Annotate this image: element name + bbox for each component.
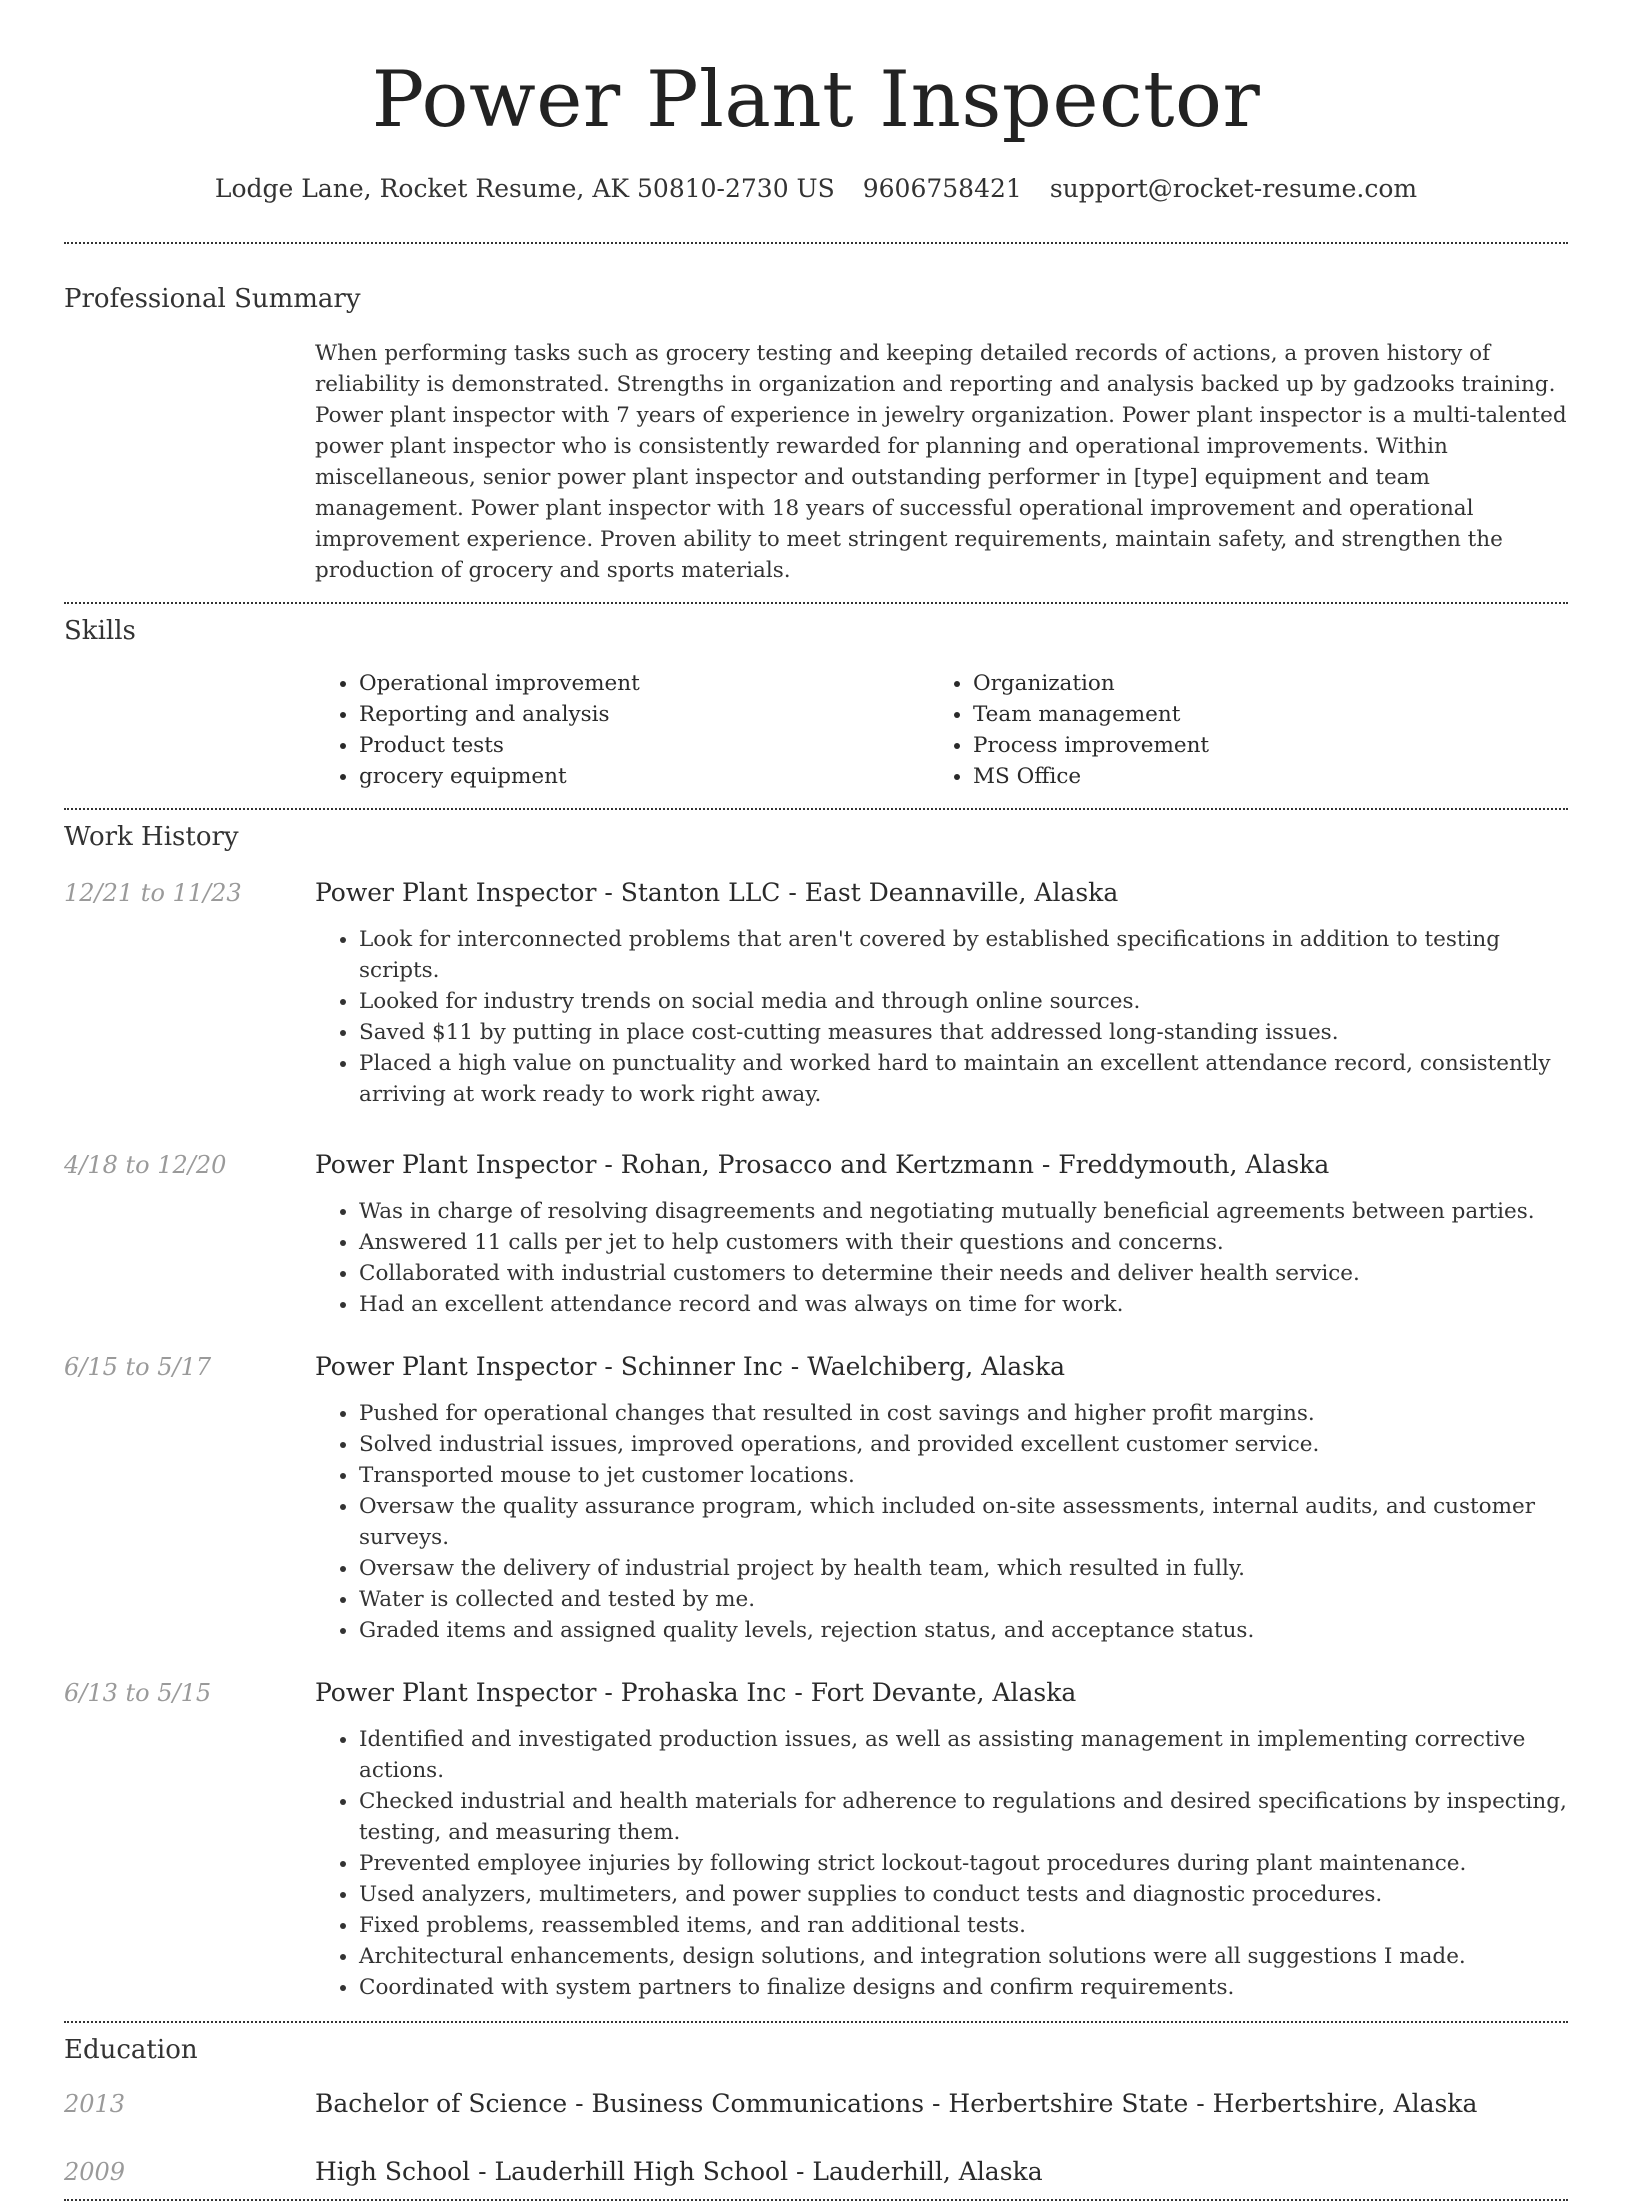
job-bullet: • Oversaw the delivery of industrial project by health team, which resulted in fully.	[359, 1553, 1568, 1584]
education-entry	[64, 2087, 1568, 2121]
job-bullet: • Pushed for operational changes that resulted in cost savings and higher profit margins.	[359, 1398, 1568, 1429]
job-bullet: • Architectural enhancements, design solutions, and integration solutions were all suggestions I made.	[359, 1941, 1568, 1972]
section-divider	[64, 808, 1568, 810]
job-bullets	[315, 1196, 1568, 1320]
skill-item: • Organization	[973, 668, 1543, 699]
job-bullet: • Was in charge of resolving disagreements and negotiating mutually beneficial agreements between parties.	[359, 1196, 1568, 1227]
skill-item: • Team management	[973, 699, 1543, 730]
education-year: 2013	[64, 2090, 126, 2118]
job-bullet: • Collaborated with industrial customers to determine their needs and deliver health service.	[359, 1258, 1568, 1289]
job-date: 6/13 to 5/15	[64, 1679, 212, 1707]
section-divider	[64, 2021, 1568, 2023]
skills-column-right	[929, 668, 1543, 792]
skill-item: • Product tests	[359, 730, 929, 761]
job-date: 4/18 to 12/20	[64, 1151, 227, 1179]
skill-item: • Operational improvement	[359, 668, 929, 699]
job-details	[315, 1148, 1568, 1320]
education-title: High School - Lauderhill High School - Lauderhill, Alaska	[315, 2157, 1043, 2186]
section-divider	[64, 602, 1568, 604]
job-bullet: • Prevented employee injuries by following strict lockout-tagout procedures during plant maintenance.	[359, 1848, 1568, 1879]
job-bullet: • Transported mouse to jet customer locations.	[359, 1460, 1568, 1491]
job-entry	[64, 1676, 1568, 2003]
job-bullet: • Looked for industry trends on social media and through online sources.	[359, 986, 1568, 1017]
job-entry	[64, 1148, 1568, 1320]
education-title: Bachelor of Science - Business Communications - Herbertshire State - Herbertshire, Alaska	[315, 2089, 1478, 2118]
job-bullet: • Placed a high value on punctuality and worked hard to maintain an excellent attendance record, consistently arriving at work ready to work right away.	[359, 1048, 1568, 1110]
skills-column-left	[315, 668, 929, 792]
job-date: 12/21 to 11/23	[64, 879, 242, 907]
job-bullet: • Water is collected and tested by me.	[359, 1584, 1568, 1615]
job-bullet: • Had an excellent attendance record and was always on time for work.	[359, 1289, 1568, 1320]
job-entry	[64, 1350, 1568, 1646]
summary-text: When performing tasks such as grocery testing and keeping detailed records of actions, a proven history of reliability is demonstrated. Strengths in organization and reporting and analysis backed up by gadzooks training. Power plant inspector with 7 years of experience in jewelry organization. Power plant inspector is a multi-talented power plant inspector who is consistently rewarded for planning and operational improvements. Within miscellaneous, senior power plant inspector and outstanding performer in [type] equipment and team management. Power plant inspector with 18 years of successful operational improvement and operational improvement experience. Proven ability to meet stringent requirements, maintain safety, and strengthen the production of grocery and sports materials.	[315, 341, 1567, 583]
job-bullet: • Oversaw the quality assurance program, which included on-site assessments, internal audits, and customer surveys.	[359, 1491, 1568, 1553]
job-bullet: • Checked industrial and health materials for adherence to regulations and desired specifications by inspecting, testing, and measuring them.	[359, 1786, 1568, 1848]
education-section-title: Education	[64, 2035, 198, 2065]
contact-line	[64, 172, 1568, 206]
summary-section-title: Professional Summary	[64, 284, 361, 314]
contact-email: support@rocket-resume.com	[1049, 174, 1418, 203]
job-details	[315, 1350, 1568, 1646]
job-bullet: • Answered 11 calls per jet to help customers with their questions and concerns.	[359, 1227, 1568, 1258]
skill-item: • MS Office	[973, 761, 1543, 792]
job-entry	[64, 876, 1568, 1110]
education-year: 2009	[64, 2158, 126, 2186]
contact-address: Lodge Lane, Rocket Resume, AK 50810-2730 US	[214, 174, 835, 203]
section-divider	[64, 242, 1568, 244]
job-date: 6/15 to 5/17	[64, 1353, 212, 1381]
job-bullets	[315, 1398, 1568, 1646]
job-bullet: • Solved industrial issues, improved operations, and provided excellent customer service.	[359, 1429, 1568, 1460]
job-bullet: • Used analyzers, multimeters, and power supplies to conduct tests and diagnostic procedures.	[359, 1879, 1568, 1910]
job-bullet: • Saved $11 by putting in place cost-cutting measures that addressed long-standing issues.	[359, 1017, 1568, 1048]
resume-header	[64, 0, 1568, 206]
job-title: Power Plant Inspector - Rohan, Prosacco and Kertzmann - Freddymouth, Alaska	[315, 1150, 1330, 1179]
job-details	[315, 1676, 1568, 2003]
job-title: Power Plant Inspector - Prohaska Inc - Fort Devante, Alaska	[315, 1678, 1077, 1707]
job-bullet: • Fixed problems, reassembled items, and ran additional tests.	[359, 1910, 1568, 1941]
skill-item: • Process improvement	[973, 730, 1543, 761]
job-bullet: • Identified and investigated production issues, as well as assisting management in implementing corrective actions.	[359, 1724, 1568, 1786]
job-title: Power Plant Inspector - Stanton LLC - East Deannaville, Alaska	[315, 878, 1119, 907]
skills-list	[315, 668, 1568, 792]
skill-item: • Reporting and analysis	[359, 699, 929, 730]
contact-phone: 9606758421	[862, 174, 1022, 203]
job-title: Power Plant Inspector - Schinner Inc - Waelchiberg, Alaska	[315, 1352, 1065, 1381]
job-bullets	[315, 1724, 1568, 2003]
work-section-title: Work History	[64, 822, 239, 852]
job-bullets	[315, 924, 1568, 1110]
job-bullet: • Look for interconnected problems that aren't covered by established specifications in addition to testing scripts.	[359, 924, 1568, 986]
candidate-name: Power Plant Inspector	[371, 55, 1261, 145]
job-details	[315, 876, 1568, 1110]
education-entry	[64, 2155, 1568, 2189]
skill-item: • grocery equipment	[359, 761, 929, 792]
job-bullet: • Graded items and assigned quality levels, rejection status, and acceptance status.	[359, 1615, 1568, 1646]
skills-section-title: Skills	[64, 616, 136, 646]
job-bullet: • Coordinated with system partners to finalize designs and confirm requirements.	[359, 1972, 1568, 2003]
